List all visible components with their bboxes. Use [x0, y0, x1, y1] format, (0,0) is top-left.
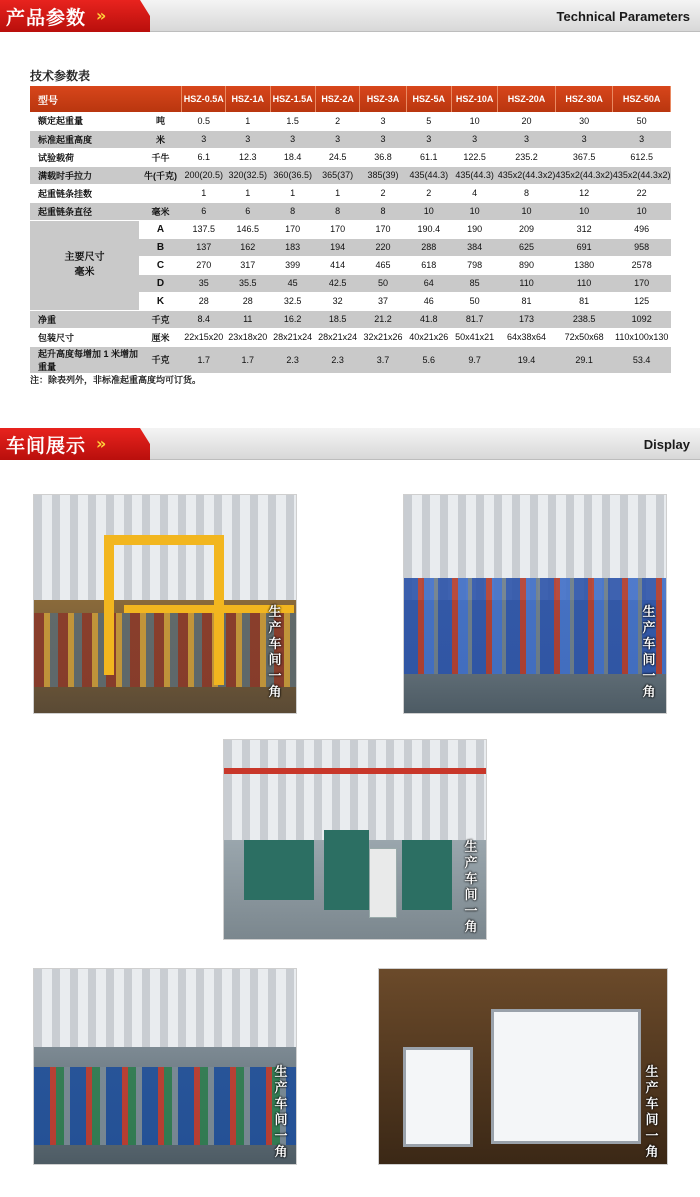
table-cell: 122.5	[452, 148, 498, 166]
table-cell: 28x21x24	[315, 328, 359, 346]
table-cell: 12.3	[226, 148, 270, 166]
table-row	[30, 112, 671, 130]
row-unit: 吨	[139, 112, 182, 130]
table-cell: 1	[182, 184, 226, 202]
table-cell: 45	[270, 274, 315, 292]
table-header-row	[30, 86, 671, 112]
row-unit: 千克	[139, 310, 182, 328]
dimensions-label	[30, 220, 139, 310]
table-cell: 5.6	[406, 346, 451, 373]
photo-equipment	[34, 613, 296, 687]
table-cell: 6	[226, 202, 270, 220]
photo-racks	[404, 578, 666, 674]
row-label: 满载时手拉力	[30, 166, 139, 184]
table-cell: 3	[226, 130, 270, 148]
table-cell: 110	[555, 274, 613, 292]
table-cell: 625	[498, 238, 556, 256]
dimension-row	[30, 220, 671, 238]
table-row	[30, 130, 671, 148]
chevron-icon: »	[96, 434, 107, 453]
table-cell: 50	[613, 112, 671, 130]
model-header: 型号	[30, 86, 182, 112]
table-cell: 22x15x20	[182, 328, 226, 346]
table-cell: 46	[406, 292, 451, 310]
table-cell: 399	[270, 256, 315, 274]
table-cell: 2	[315, 112, 359, 130]
table-cell: 8	[315, 202, 359, 220]
table-cell: 435(44.3)	[452, 166, 498, 184]
table-cell: 365(37)	[315, 166, 359, 184]
chevron-icon: »	[96, 6, 107, 25]
notice-board	[491, 1009, 641, 1144]
table-cell: 32x21x26	[360, 328, 406, 346]
table-cell: 435x2(44.3x2)	[498, 166, 556, 184]
table-cell: 64	[406, 274, 451, 292]
table-cell: 465	[360, 256, 406, 274]
notice-board	[403, 1047, 473, 1147]
dimension-letter: A	[139, 220, 182, 238]
table-cell: 50	[360, 274, 406, 292]
table-row	[30, 310, 671, 328]
row-label: 试验载荷	[30, 148, 139, 166]
table-cell: 435x2(44.3x2)	[613, 166, 671, 184]
table-cell: 435x2(44.3x2)	[555, 166, 613, 184]
table-cell: 170	[315, 220, 359, 238]
table-cell: 320(32.5)	[226, 166, 270, 184]
workshop-photo-1	[33, 494, 297, 714]
table-cell: 3	[613, 130, 671, 148]
table-cell: 2.3	[315, 346, 359, 373]
model-column-header: HSZ-5A	[406, 86, 451, 112]
table-cell: 317	[226, 256, 270, 274]
table-cell: 3	[360, 130, 406, 148]
table-cell: 200(20.5)	[182, 166, 226, 184]
row-unit: 厘米	[139, 328, 182, 346]
table-cell: 890	[498, 256, 556, 274]
table-cell: 1.5	[270, 112, 315, 130]
parameters-table	[30, 86, 671, 374]
table-cell: 81	[555, 292, 613, 310]
table-cell: 288	[406, 238, 451, 256]
table-cell: 50x41x21	[452, 328, 498, 346]
model-column-header: HSZ-20A	[498, 86, 556, 112]
table-cell: 10	[498, 202, 556, 220]
table-cell: 30	[555, 112, 613, 130]
table-cell: 3	[406, 130, 451, 148]
table-cell: 3	[555, 130, 613, 148]
table-cell: 1.7	[182, 346, 226, 373]
table-cell: 125	[613, 292, 671, 310]
table-cell: 691	[555, 238, 613, 256]
table-cell: 36.8	[360, 148, 406, 166]
table-cell: 3	[452, 130, 498, 148]
table-cell: 10	[406, 202, 451, 220]
table-cell: 170	[360, 220, 406, 238]
machine	[324, 830, 369, 910]
table-cell: 1	[226, 184, 270, 202]
table-cell: 162	[226, 238, 270, 256]
table-cell: 10	[452, 202, 498, 220]
table-cell: 367.5	[555, 148, 613, 166]
crane-beam	[224, 768, 487, 774]
table-cell: 32.5	[270, 292, 315, 310]
row-label: 标准起重高度	[30, 130, 139, 148]
table-cell: 110x100x130	[613, 328, 671, 346]
table-cell: 8	[498, 184, 556, 202]
table-cell: 37	[360, 292, 406, 310]
section-title: 车间展示	[6, 435, 87, 457]
table-title: 技术参数表	[30, 69, 91, 83]
table-cell: 618	[406, 256, 451, 274]
table-cell: 220	[360, 238, 406, 256]
table-cell: 42.5	[315, 274, 359, 292]
table-cell: 2	[406, 184, 451, 202]
row-label: 起重链条直径	[30, 202, 139, 220]
table-cell: 8.4	[182, 310, 226, 328]
table-cell: 22	[613, 184, 671, 202]
gantry-beam	[104, 535, 224, 545]
table-cell: 170	[270, 220, 315, 238]
photo-roof	[224, 740, 486, 840]
table-cell: 4	[452, 184, 498, 202]
table-cell: 10	[555, 202, 613, 220]
model-column-header: HSZ-30A	[555, 86, 613, 112]
table-cell: 23x18x20	[226, 328, 270, 346]
table-cell: 1380	[555, 256, 613, 274]
table-cell: 2	[360, 184, 406, 202]
table-row	[30, 346, 671, 373]
table-cell: 72x50x68	[555, 328, 613, 346]
table-cell: 385(39)	[360, 166, 406, 184]
section-header-parameters	[0, 0, 700, 32]
table-cell: 41.8	[406, 310, 451, 328]
dimension-letter: D	[139, 274, 182, 292]
table-cell: 20	[498, 112, 556, 130]
table-cell: 40x21x26	[406, 328, 451, 346]
row-label: 额定起重量	[30, 112, 139, 130]
table-cell: 61.1	[406, 148, 451, 166]
table-cell: 238.5	[555, 310, 613, 328]
table-cell: 5	[406, 112, 451, 130]
table-cell: 19.4	[498, 346, 556, 373]
table-cell: 360(36.5)	[270, 166, 315, 184]
workshop-photo-4	[33, 968, 297, 1165]
model-column-header: HSZ-0.5A	[182, 86, 226, 112]
table-cell: 9.7	[452, 346, 498, 373]
table-cell: 24.5	[315, 148, 359, 166]
table-cell: 414	[315, 256, 359, 274]
row-unit: 毫米	[139, 202, 182, 220]
table-cell: 958	[613, 238, 671, 256]
row-unit	[139, 184, 182, 202]
table-row	[30, 184, 671, 202]
table-cell: 170	[613, 274, 671, 292]
table-cell: 35.5	[226, 274, 270, 292]
table-cell: 50	[452, 292, 498, 310]
table-cell: 137	[182, 238, 226, 256]
table-cell: 18.4	[270, 148, 315, 166]
row-label: 净重	[30, 310, 139, 328]
photo-roof	[34, 495, 296, 600]
row-label: 起升高度每增加 1 米增加重量	[30, 346, 139, 373]
table-cell: 10	[613, 202, 671, 220]
cabinet	[369, 848, 397, 918]
table-cell: 3	[315, 130, 359, 148]
table-cell: 32	[315, 292, 359, 310]
table-cell: 2578	[613, 256, 671, 274]
section-english-title: Display	[643, 437, 690, 452]
table-note: 注：除表列外，非标准起重高度均可订货。	[30, 376, 202, 386]
table-cell: 209	[498, 220, 556, 238]
dimension-letter: C	[139, 256, 182, 274]
table-cell: 183	[270, 238, 315, 256]
table-cell: 2.3	[270, 346, 315, 373]
table-cell: 3	[360, 112, 406, 130]
table-cell: 53.4	[613, 346, 671, 373]
table-cell: 1.7	[226, 346, 270, 373]
table-row	[30, 328, 671, 346]
row-label: 起重链条挂数	[30, 184, 139, 202]
table-row	[30, 166, 671, 184]
row-unit: 千牛	[139, 148, 182, 166]
table-cell: 85	[452, 274, 498, 292]
table-cell: 1	[226, 112, 270, 130]
table-cell: 12	[555, 184, 613, 202]
table-cell: 28	[226, 292, 270, 310]
table-cell: 110	[498, 274, 556, 292]
photo-equipment	[34, 1067, 296, 1145]
table-row	[30, 148, 671, 166]
table-cell: 8	[360, 202, 406, 220]
table-cell: 81	[498, 292, 556, 310]
workshop-photo-3	[223, 739, 487, 940]
photo-caption: 生 产 车 间 一 角	[464, 840, 478, 935]
table-cell: 1092	[613, 310, 671, 328]
machine	[244, 840, 314, 900]
table-cell: 0.5	[182, 112, 226, 130]
table-cell: 21.2	[360, 310, 406, 328]
table-cell: 435(44.3)	[406, 166, 451, 184]
model-column-header: HSZ-1.5A	[270, 86, 315, 112]
photo-caption: 生 产 车 间 一 角	[274, 1065, 288, 1160]
table-cell: 3	[182, 130, 226, 148]
machine	[402, 840, 452, 910]
model-column-header: HSZ-3A	[360, 86, 406, 112]
table-cell: 194	[315, 238, 359, 256]
table-cell: 3	[498, 130, 556, 148]
table-cell: 798	[452, 256, 498, 274]
dimension-letter: K	[139, 292, 182, 310]
photo-caption: 生 产 车 间 一 角	[642, 605, 656, 700]
dimensions-label-line1: 主要尺寸	[64, 252, 105, 263]
table-cell: 612.5	[613, 148, 671, 166]
table-cell: 173	[498, 310, 556, 328]
table-cell: 11	[226, 310, 270, 328]
table-cell: 3.7	[360, 346, 406, 373]
model-column-header: HSZ-10A	[452, 86, 498, 112]
section-english-title: Technical Parameters	[556, 9, 690, 24]
table-cell: 6	[182, 202, 226, 220]
table-cell: 16.2	[270, 310, 315, 328]
table-cell: 29.1	[555, 346, 613, 373]
table-cell: 6.1	[182, 148, 226, 166]
table-cell: 1	[315, 184, 359, 202]
table-cell: 81.7	[452, 310, 498, 328]
table-cell: 190	[452, 220, 498, 238]
row-label: 包装尺寸	[30, 328, 139, 346]
table-cell: 384	[452, 238, 498, 256]
table-cell: 10	[452, 112, 498, 130]
row-unit: 千克	[139, 346, 182, 373]
model-column-header: HSZ-2A	[315, 86, 359, 112]
photo-caption: 生 产 车 间 一 角	[268, 605, 282, 700]
workshop-photo-2	[403, 494, 667, 714]
workshop-photo-5	[378, 968, 668, 1165]
section-title: 产品参数	[6, 7, 87, 29]
model-column-header: HSZ-50A	[613, 86, 671, 112]
table-cell: 235.2	[498, 148, 556, 166]
model-column-header: HSZ-1A	[226, 86, 270, 112]
table-cell: 64x38x64	[498, 328, 556, 346]
table-cell: 28	[182, 292, 226, 310]
table-cell: 190.4	[406, 220, 451, 238]
photo-caption: 生 产 车 间 一 角	[645, 1065, 659, 1160]
table-cell: 18.5	[315, 310, 359, 328]
table-row	[30, 202, 671, 220]
table-cell: 312	[555, 220, 613, 238]
row-unit: 米	[139, 130, 182, 148]
table-cell: 1	[270, 184, 315, 202]
table-cell: 496	[613, 220, 671, 238]
table-cell: 35	[182, 274, 226, 292]
dimensions-label-line2: 毫米	[74, 267, 95, 278]
table-cell: 270	[182, 256, 226, 274]
table-cell: 8	[270, 202, 315, 220]
row-unit: 牛(千克)	[139, 166, 182, 184]
table-cell: 146.5	[226, 220, 270, 238]
gantry-leg	[104, 535, 114, 675]
table-cell: 3	[270, 130, 315, 148]
table-cell: 28x21x24	[270, 328, 315, 346]
dimension-letter: B	[139, 238, 182, 256]
table-cell: 137.5	[182, 220, 226, 238]
photo-roof	[34, 969, 296, 1047]
section-header-display	[0, 428, 700, 460]
